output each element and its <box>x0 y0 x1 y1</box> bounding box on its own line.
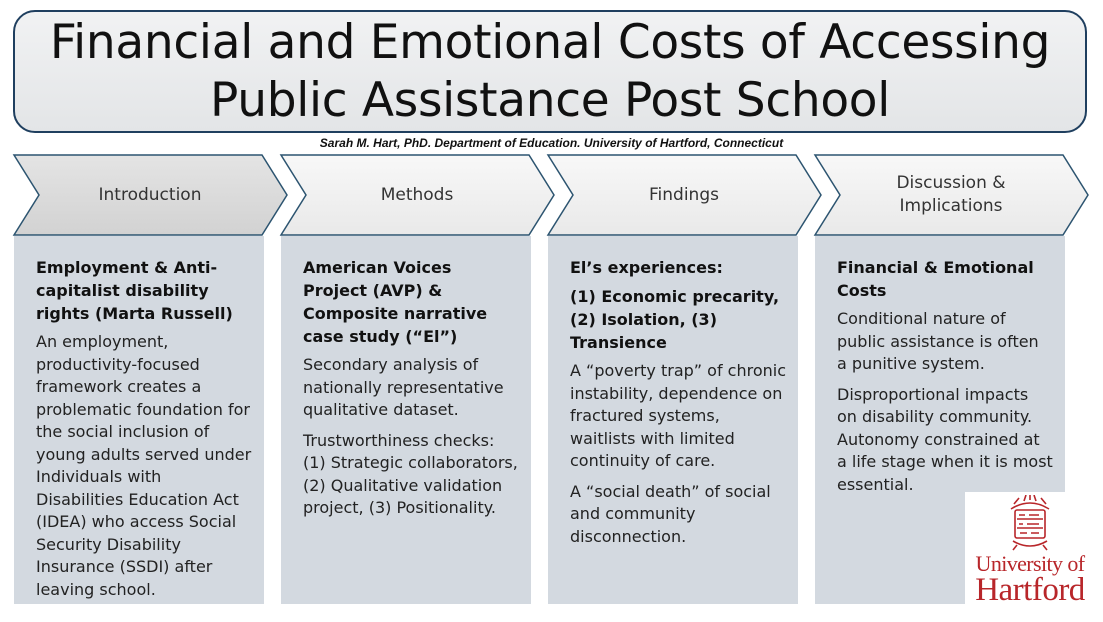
author-affiliation: Sarah M. Hart, PhD. Department of Education. University of Hartford, Connecticut <box>319 136 784 150</box>
title-line-2: Public Assistance Post School <box>209 72 891 128</box>
panel-text: Conditional nature of public assistance is often a punitive system. <box>837 309 1039 373</box>
panel-text: An employment, productivity-focused framework creates a problematic foundation for the social inclusion of young adults served under Individuals with Disabilities Education Act (IDEA) who access Social Security Disability Insurance (SSDI) after leaving school. <box>36 332 252 599</box>
panel-heading: Employment & Anti-capitalist disability rights (Marta Russell) <box>36 258 233 323</box>
panel-text: Disproportional impacts on disability community. Autonomy constrained at a life stage when it is most essential. <box>837 384 1053 494</box>
logo-text-hartford: Hartford <box>975 572 1085 608</box>
university-seal-icon <box>1007 495 1053 551</box>
panel-heading: Financial & Emotional Costs <box>837 258 1034 300</box>
title-line-1: Financial and Emotional Costs of Accessing <box>49 14 1051 70</box>
panel-text: Secondary analysis of nationally representative qualitative dataset. <box>303 355 504 419</box>
panel-heading: El’s experiences: <box>570 258 723 277</box>
chevron-label-introduction: Introduction <box>98 184 202 205</box>
panel-subheading: (1) Economic precarity, (2) Isolation, (3) Transience <box>570 287 780 352</box>
panel-text: Trustworthiness checks: (1) Strategic collaborators, (2) Qualitative validation project, (3) Positionality. <box>303 430 518 517</box>
panel-heading: American Voices Project (AVP) & Composite narrative case study (“El”) <box>303 258 488 346</box>
panel-findings <box>548 236 798 604</box>
panel-text: A “poverty trap” of chronic instability, dependence on fractured systems, waitlists with limited continuity of care. <box>570 361 787 470</box>
panel-methods <box>281 236 531 604</box>
chevron-label-discussion-line1: Discussion & <box>896 173 1006 193</box>
chevron-label-findings: Findings <box>649 184 719 205</box>
logo-text-university: University of <box>975 551 1085 576</box>
panel-introduction <box>14 236 264 604</box>
chevron-label-discussion-line2: Implications <box>899 196 1003 216</box>
chevron-label-discussion <box>831 160 1071 230</box>
university-logo <box>965 492 1095 614</box>
chevron-label-methods: Methods <box>380 184 454 205</box>
panel-text: A “social death” of social and community disconnection. <box>570 481 771 546</box>
